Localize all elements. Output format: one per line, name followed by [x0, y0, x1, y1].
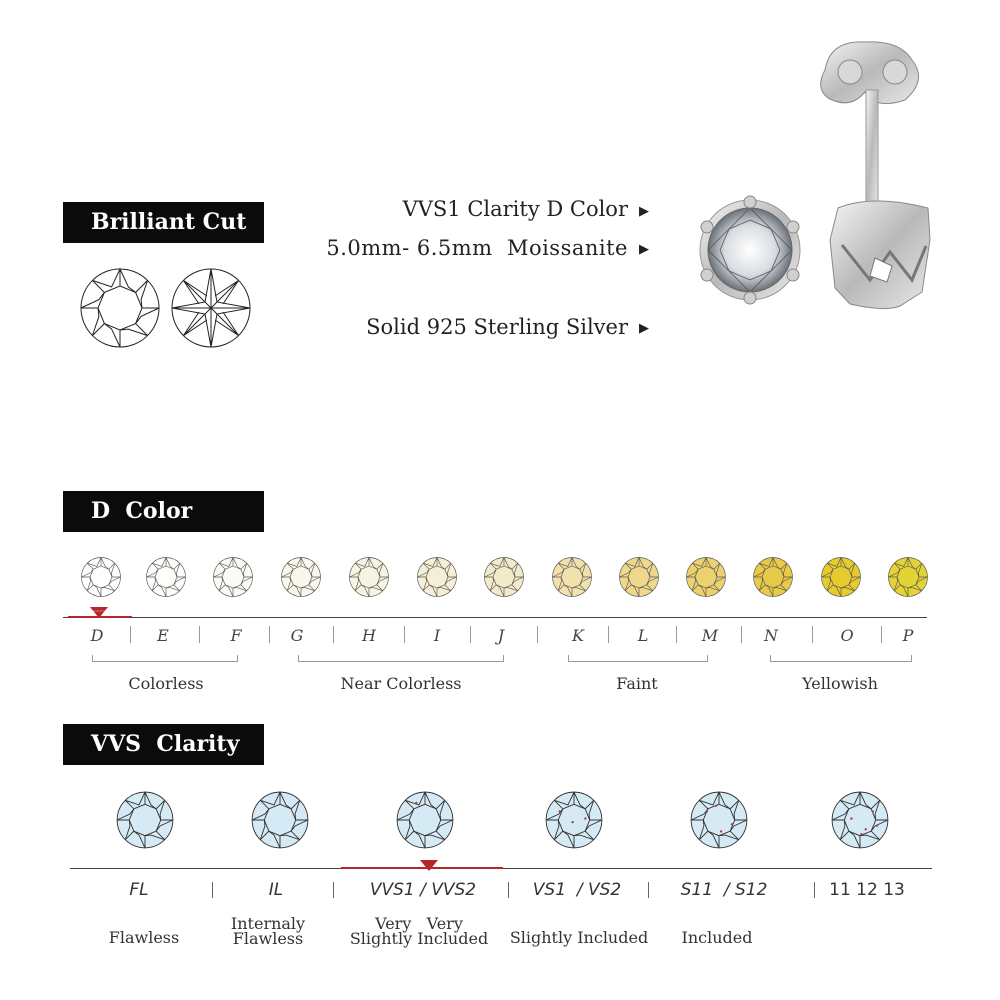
grade-separator [812, 626, 813, 643]
color-grade-F: F [230, 626, 242, 645]
right-triangle-icon: ▶ [639, 204, 649, 219]
grade-separator [537, 626, 538, 643]
group-bracket-near-colorless [298, 655, 504, 662]
clarity-grade-label: VS1 / VS2 [532, 880, 622, 900]
section-title-clarity: VVS Clarity [63, 724, 264, 765]
color-scale-line [63, 617, 927, 618]
selected-clarity-marker-icon [418, 858, 440, 872]
spec-metal: Solid 925 Sterling Silver [366, 315, 628, 339]
clarity-stone [830, 790, 890, 854]
group-label-colorless: Colorless [128, 674, 204, 693]
selected-grade-marker-icon [88, 605, 110, 619]
color-swatch-H [348, 556, 390, 602]
grade-separator [333, 626, 334, 643]
clarity-grade-label: VVS1 / VVS2 [369, 880, 477, 900]
color-swatch-D [80, 556, 122, 602]
clarity-description-line: Flawless [108, 928, 180, 947]
color-grade-E: E [157, 626, 169, 645]
grade-separator [269, 626, 270, 643]
section-title-brilliant-cut: Brilliant Cut [63, 202, 264, 243]
color-swatch-P [887, 556, 929, 602]
color-swatch-N [752, 556, 794, 602]
grade-separator [130, 626, 131, 643]
clarity-grade-description [350, 916, 488, 946]
group-bracket-yellowish [770, 655, 912, 662]
color-grade-L: L [637, 626, 649, 645]
grade-separator [404, 626, 405, 643]
grade-separator [470, 626, 471, 643]
color-grade-P: P [902, 626, 914, 645]
group-bracket-colorless [92, 655, 238, 662]
clarity-description-line: Internaly [230, 914, 306, 933]
color-grade-K: K [572, 626, 584, 645]
color-swatch-J [483, 556, 525, 602]
clarity-separator [814, 882, 815, 898]
clarity-grade-label: 11 12 13 [829, 880, 905, 900]
clarity-description-line: Slightly Included [349, 929, 489, 948]
color-swatch-E [145, 556, 187, 602]
clarity-grade-label: IL [268, 880, 284, 900]
grade-separator [608, 626, 609, 643]
color-swatch-K [551, 556, 593, 602]
clarity-description-line: Included [681, 928, 753, 947]
brilliant-cut-pavilion-icon [169, 266, 253, 350]
color-swatch-F [212, 556, 254, 602]
clarity-grade-description [231, 916, 305, 946]
group-label-faint: Faint [616, 674, 658, 693]
group-label-yellowish: Yellowish [802, 674, 878, 693]
clarity-stone [689, 790, 749, 854]
color-grade-I: I [433, 626, 441, 645]
clarity-grade-description [510, 930, 648, 945]
color-swatch-M [685, 556, 727, 602]
brilliant-cut-crown-icon [78, 266, 162, 350]
clarity-separator [333, 882, 334, 898]
color-swatch-I [416, 556, 458, 602]
grade-separator [199, 626, 200, 643]
clarity-description-line: Very Very [375, 914, 463, 933]
section-title-color: D Color [63, 491, 264, 532]
color-grade-J: J [497, 626, 505, 645]
color-grade-D: D [90, 626, 104, 645]
grade-separator [881, 626, 882, 643]
color-grade-O: O [840, 626, 854, 645]
clarity-stone [395, 790, 455, 854]
clarity-stone [250, 790, 310, 854]
color-swatch-L [618, 556, 660, 602]
group-bracket-faint [568, 655, 708, 662]
color-grade-H: H [362, 626, 376, 645]
clarity-grade-description [682, 930, 753, 945]
color-swatch-G [280, 556, 322, 602]
color-grade-M: M [701, 626, 719, 645]
clarity-stone [544, 790, 604, 854]
clarity-separator [648, 882, 649, 898]
grade-separator [676, 626, 677, 643]
color-grade-G: G [290, 626, 304, 645]
grade-separator [741, 626, 742, 643]
clarity-grade-description [109, 930, 179, 945]
right-triangle-icon: ▶ [639, 242, 649, 257]
spec-clarity-color: VVS1 Clarity D Color [402, 197, 628, 221]
clarity-grade-label: S11 / S12 [680, 880, 768, 900]
right-triangle-icon: ▶ [639, 321, 649, 336]
group-label-near-colorless: Near Colorless [340, 674, 462, 693]
clarity-separator [212, 882, 213, 898]
clarity-description-line: Slightly Included [509, 928, 649, 947]
clarity-stone [115, 790, 175, 854]
clarity-grade-label: FL [129, 880, 149, 900]
clarity-separator [508, 882, 509, 898]
color-swatch-O [820, 556, 862, 602]
color-grade-N: N [764, 626, 778, 645]
spec-size-material: 5.0mm- 6.5mm Moissanite [326, 236, 628, 260]
earring-product-image [690, 30, 950, 320]
clarity-description-line: Flawless [232, 929, 304, 948]
